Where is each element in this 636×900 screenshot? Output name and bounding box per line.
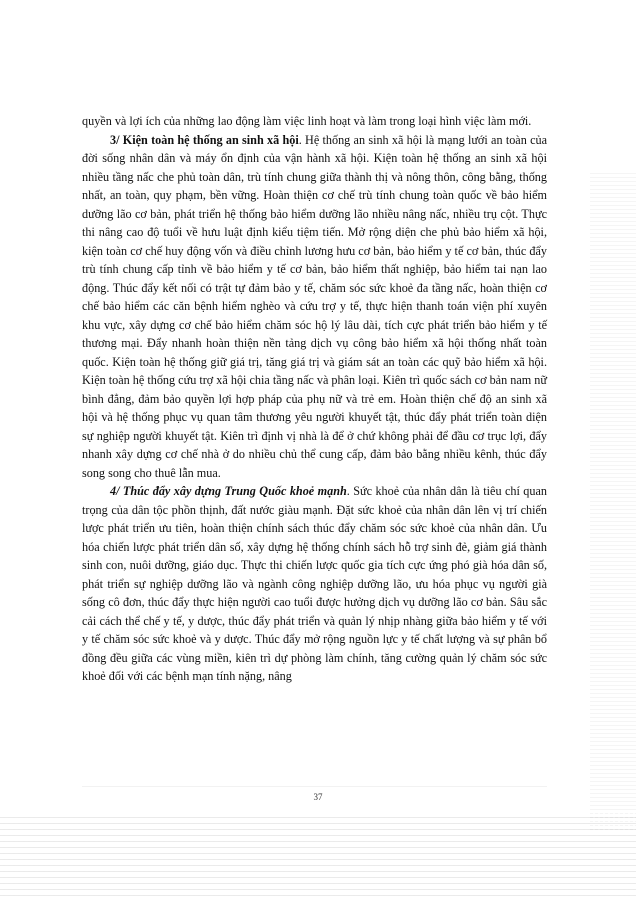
section-heading-4: 4/ Thúc đẩy xây dựng Trung Quốc khoẻ mạnh bbox=[110, 484, 347, 498]
paragraph-healthy-china bbox=[82, 482, 547, 686]
paragraph-text: . Sức khoẻ của nhân dân là tiêu chí quan trọng của dân tộc phồn thịnh, đất nước giàu mạnh. Đặt sức khoẻ của nhân dân lên vị trí chiến lược phát triển ưu tiên, hoàn thiện chính sách thúc đẩy chăm sóc sức khoẻ của nhân dân. Ưu hóa chiến lược phát triển dân số, xây dựng hệ thống chính sách hỗ trợ sinh đẻ, giảm giá thành sinh con, nuôi dưỡng, giáo dục. Thực thi chiến lược quốc gia tích cực ứng phó già hóa dân số, phát triển sự nghiệp dưỡng lão và ngành công nghiệp dưỡng lão, ưu hóa phục vụ người già sống cô đơn, thúc đẩy thực hiện người cao tuổi được hưởng dịch vụ dưỡng lão cơ bản. Sâu sắc cải cách thể chế y tế, y dược, thúc đẩy phát triển và quản lý nhịp nhàng giữa bảo hiểm y tế với y tế chăm sóc sức khoẻ và y dược. Thúc đẩy mở rộng nguồn lực y tế chất lượng và sự phân bổ đồng đều giữa các vùng miền, kiên trì dự phòng làm chính, tăng cường quản lý chăm sóc sức khoẻ đối với các bệnh mạn tính nặng, nâng bbox=[82, 484, 547, 683]
scan-dot-pattern-bottom bbox=[0, 812, 636, 900]
paragraph-social-security bbox=[82, 131, 547, 483]
scan-dot-pattern-right bbox=[590, 170, 636, 830]
document-body bbox=[82, 112, 547, 686]
section-heading-3: 3/ Kiện toàn hệ thống an sinh xã hội bbox=[110, 132, 299, 147]
paragraph-text: . Hệ thống an sinh xã hội là mạng lưới an toàn của đời sống nhân dân và máy ổn định của vận hành xã hội. Kiện toàn hệ thống an sinh xã hội nhiều tầng nấc che phủ toàn dân, trù tính chung giữa thành thị và nông thôn, công bằng, thống nhất, an toàn, quy phạm, bền vững. Hoàn thiện cơ chế trù tính chung toàn quốc về bảo hiểm dưỡng lão cơ bản, phát triển hệ thống bảo hiểm dưỡng lão nhiều nâng nấc, nhiều trụ cột. Thực thi nâng cao độ tuổi về hưu luật định kiểu tiệm tiến. Mở rộng diện che phủ bảo hiểm xã hội, kiện toàn cơ chế huy động vốn và điều chỉnh lương hưu cơ bản, bảo hiểm y tế cơ bản, thúc đẩy trù tính chung cấp tỉnh về bảo hiểm y tế cơ bản, bảo hiểm thất nghiệp, bảo hiểm tai nạn lao động. Thúc đẩy kết nối có trật tự đảm bảo y tế, chăm sóc sức khoẻ đa tầng nấc, hoàn thiện cơ chế bảo hiểm các căn bệnh hiểm nghèo và cứu trợ y tế, thực hiện thanh toán viện phí xuyên khu vực, xây dựng cơ chế bảo hiểm chăm sóc hộ lý lâu dài, tích cực phát triển bảo hiểm y tế thương mại. Đẩy nhanh hoàn thiện nền tảng dịch vụ công bảo hiểm xã hội thống nhất toàn quốc. Kiện toàn hệ thống giữ giá trị, tăng giá trị và giám sát an toàn các quỹ bảo hiểm xã hội. Kiện toàn hệ thống cứu trợ xã hội chia tầng nấc và phân loại. Kiên trì quốc sách cơ bản nam nữ bình đẳng, đảm bảo quyền lợi hợp pháp của phụ nữ và trẻ em. Hoàn thiện chế độ an sinh xã hội và hệ thống phục vụ quan tâm thương yêu người khuyết tật, thúc đẩy phát triển toàn diện sự nghiệp người khuyết tật. Kiên trì định vị nhà là để ở chứ không phải để đầu cơ trục lợi, đẩy nhanh xây dựng cơ chế nhà ở do nhiều chủ thể cung cấp, đảm bảo bằng nhiều kênh, thúc đẩy song song cho thuê lẫn mua. bbox=[82, 132, 547, 480]
paragraph-continuation: quyền và lợi ích của những lao động làm việc linh hoạt và làm trong loại hình việc làm mới. bbox=[82, 114, 532, 128]
page-footer-rule bbox=[82, 786, 547, 787]
page-number: 37 bbox=[313, 792, 323, 802]
